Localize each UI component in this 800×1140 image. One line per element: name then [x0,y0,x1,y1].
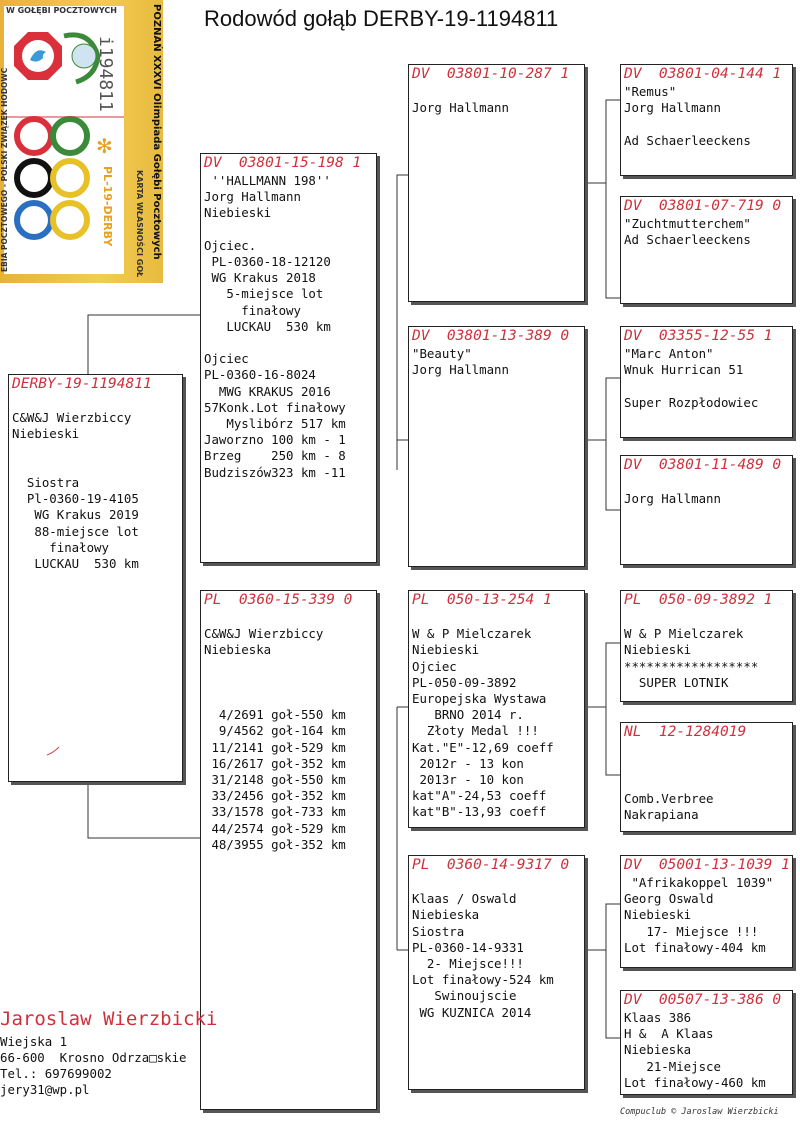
detail-line: Klaas / Oswald [412,891,517,907]
detail-line [624,774,790,790]
ring-number: PL 0360-14-9317 0 [412,857,570,873]
detail-line: Georg Oswald [624,891,714,907]
pigeon-details [409,82,584,116]
ring-number: DV 03801-07-719 0 [624,198,782,214]
detail-line: Lot finałowy-404 km [624,939,766,955]
ring-number: PL 050-13-254 1 [412,592,552,608]
detail-line: 21-Miejsce [624,1058,721,1074]
detail-line: Wnuk Hurrican 51 [624,362,744,378]
detail-line: kat"A"-24,53 coeff [412,788,547,804]
detail-line: "Zuchtmutterchem" [624,216,751,231]
detail-line: 33/2456 goł-352 km [204,788,346,804]
detail-line: Swinoujscie [412,988,517,1004]
detail-line: PL-0360-18-12120 [204,254,331,269]
detail-line: Siostra [412,923,465,939]
detail-line: Złoty Medal !!! [412,723,539,739]
card-star-icon: ✻ [96,134,113,158]
detail-line: "Marc Anton" [624,346,714,361]
ring-number: DV 05001-13-1039 1 [624,857,790,873]
detail-line: kat"B"-13,93 coeff [412,804,547,820]
detail-line: Niebieska [204,642,272,658]
pigeon-details [409,873,584,1021]
detail-line: Niebieski [624,642,692,658]
pigeon-details [621,1008,792,1091]
detail-line: 4/2691 goł-550 km [204,707,346,723]
pigeon-details [9,392,182,572]
ring-number: PL 050-09-3892 1 [624,592,773,608]
ring-number: PL 0360-15-339 0 [204,592,353,608]
detail-line: 11/2141 goł-529 km [204,739,346,755]
pigeon-card-fff[interactable] [620,64,793,176]
detail-line: Niebieska [412,907,480,923]
detail-line: Ojciec [412,658,457,674]
detail-line: W & P Mielczarek [412,626,532,642]
detail-line: Ojciec. [204,237,257,253]
detail-line: 48/3955 goł-352 km [204,836,346,852]
pigeon-details [621,473,792,507]
detail-line: "Remus" [624,84,677,99]
detail-line: 17- Miejsce !!! [624,923,759,939]
detail-line [624,742,790,758]
detail-line [624,475,790,491]
pigeon-details [201,171,376,481]
ring-number: DV 03801-10-287 1 [412,66,570,82]
detail-line: "Afrikakoppel 1039" [624,875,774,890]
pigeon-card-main[interactable] [8,374,183,782]
breeder-street: Wiejska 1 [0,1034,68,1049]
detail-line: ''HALLMANN 198'' [204,173,331,188]
pigeon-card-mfm[interactable] [620,722,793,832]
pigeon-card-fm[interactable] [408,326,585,567]
pigeon-card-fmf[interactable] [620,326,793,438]
detail-line: 9/4562 goł-164 km [204,723,346,739]
detail-line: Klaas 386 [624,1010,692,1025]
detail-line: PL-0360-16-8024 [204,367,316,383]
detail-line: Europejska Wystawa [412,691,547,706]
detail-line: SUPER LOTNIK [624,674,729,690]
detail-line: Niebieski [412,642,480,658]
pigeon-details [621,740,792,823]
pigeon-details [621,873,792,956]
detail-line: Myslibórz 517 km [204,416,346,432]
detail-line: C&W&J Wierzbiccy [204,626,324,642]
detail-line: 44/2574 goł-529 km [204,820,346,836]
detail-line [412,84,582,100]
detail-line: MWG KRAKUS 2016 [204,383,331,399]
detail-line: Nakrapiana [624,806,699,822]
breeder-name: Jaroslaw Wierzbicki [0,1008,218,1030]
detail-line: 88-miejsce lot [12,523,139,539]
detail-line: Jorg Hallmann [204,189,301,205]
detail-line: LUCKAU 530 km [204,318,331,334]
pigeon-card-mmm[interactable] [620,990,793,1095]
ring-number: DV 03355-12-55 1 [624,328,773,344]
detail-line: W & P Mielczarek [624,626,744,642]
breeder-phone: Tel.: 697699002 [0,1066,112,1081]
detail-line: Jorg Hallmann [412,362,509,378]
detail-line: C&W&J Wierzbiccy [12,410,132,426]
ring-number: DV 03801-13-389 0 [412,328,570,344]
detail-line [412,610,582,626]
detail-line: Ad Schaerleeckens [624,132,751,148]
detail-line: "Beauty" [412,346,472,361]
ring-number: DV 03801-15-198 1 [204,155,362,171]
pigeon-details [409,344,584,378]
pigeon-card-fmm[interactable] [620,455,793,565]
detail-line: Lot finałowy-524 km [412,972,554,988]
detail-line: finałowy [12,539,109,555]
detail-line: Siostra [12,474,80,490]
detail-line: BRNO 2014 r. [412,707,524,723]
pigeon-details [621,608,792,691]
detail-line [204,222,374,238]
detail-line: Brzeg 250 km - 8 [204,448,346,464]
detail-line: Lot finałowy-460 km [624,1074,766,1090]
detail-line: Niebieska [624,1042,692,1058]
detail-line: Super Rozpłodowiec [624,394,759,410]
detail-line: 2013r - 10 kon [412,772,524,788]
detail-line: Ojciec [204,351,249,367]
detail-line: finałowy [204,302,301,318]
detail-line: Niebieski [204,205,272,221]
detail-line: 2012r - 13 kon [412,755,524,771]
detail-line: Jorg Hallmann [412,100,509,116]
detail-line: ****************** [624,658,759,674]
detail-line: 16/2617 goł-352 km [204,755,346,771]
detail-line [624,758,790,774]
card-derby-label: PL-19-DERBY [101,166,114,247]
detail-line: PL-0360-14-9331 [412,939,524,955]
detail-line [12,394,180,410]
card-left-text: EBIA POCZTOWEGO - POLSKI ZWIĄZEK HODOWC [0,67,9,272]
card-bottom-text: KARTA WŁASNOŚCI GOŁ [135,170,144,278]
detail-line: H & A Klaas [624,1026,714,1042]
detail-line: Ad Schaerleeckens [624,232,751,248]
detail-line: Niebieski [624,907,692,923]
detail-line: Jorg Hallmann [624,100,721,116]
detail-line [204,691,374,707]
detail-line: 5-miejsce lot [204,286,324,302]
detail-line: Kat."E"-12,69 coeff [412,739,554,755]
detail-line: Budziszów323 km -11 [204,464,346,480]
pigeon-details [409,608,584,821]
pigeon-details [621,214,792,248]
detail-line [204,335,374,351]
detail-line [204,675,374,691]
ring-number: DV 03801-04-144 1 [624,66,782,82]
pigeon-card-mm[interactable] [408,855,585,1090]
detail-line: LUCKAU 530 km [12,555,139,571]
ring-number: NL 12-1284019 [624,724,747,740]
pigeon-details [621,82,792,149]
card-top-text: W GOŁĘBI POCZTOWYCH [6,6,117,15]
detail-line [624,116,790,132]
detail-line: Niebieski [12,426,80,442]
breeder-city: 66-600 Krosno Odrza□skie [0,1050,187,1065]
ring-number: DERBY-19-1194811 [12,376,152,392]
detail-line: WG Krakus 2019 [12,507,139,523]
ring-number: DV 03801-11-489 0 [624,457,782,473]
ring-number: DV 00507-13-386 0 [624,992,782,1008]
pigeon-details [621,344,792,411]
detail-line: Comb.Verbree [624,790,714,806]
detail-line [624,610,790,626]
detail-line: 57Konk.Lot finałowy [204,399,346,415]
detail-line [12,459,180,475]
detail-line: Jaworzno 100 km - 1 [204,432,346,448]
detail-line [412,875,582,891]
pigeon-card-mother[interactable] [200,590,377,1110]
card-right-text: POZNAŃ XXXVI Olimpiada Gołębi Pocztowych [151,4,162,260]
detail-line [204,610,374,626]
page-title: Rodowód gołąb DERBY-19-1194811 [204,6,559,31]
detail-line: Jorg Hallmann [624,491,721,507]
detail-line [204,659,374,675]
detail-line: WG KUZNICA 2014 [412,1004,532,1020]
detail-line: WG Krakus 2018 [204,270,316,286]
pigeon-details [201,608,376,853]
pigeon-card-father[interactable] [200,153,377,563]
detail-line [12,443,180,459]
software-credit: Compuclub © Jaroslaw Wierzbicki [620,1107,779,1117]
detail-line: 33/1578 goł-733 km [204,804,346,820]
detail-line: Pl-0360-19-4105 [12,491,139,507]
pigeon-card-mmf[interactable] [620,855,793,968]
card-serial: i194811 [95,36,116,112]
detail-line [624,378,790,394]
detail-line: 31/2148 goł-550 km [204,771,346,787]
breeder-email[interactable]: jery31@wp.pl [0,1082,90,1097]
pigeon-card-mf[interactable] [408,590,585,828]
detail-line: 2- Miejsce!!! [412,956,524,971]
detail-line: PL-050-09-3892 [412,674,517,690]
pigeon-card-mff[interactable] [620,590,793,702]
pigeon-card-ffm[interactable] [620,196,793,304]
pigeon-card-ff[interactable] [408,64,585,302]
pen-mark-icon [45,745,65,759]
